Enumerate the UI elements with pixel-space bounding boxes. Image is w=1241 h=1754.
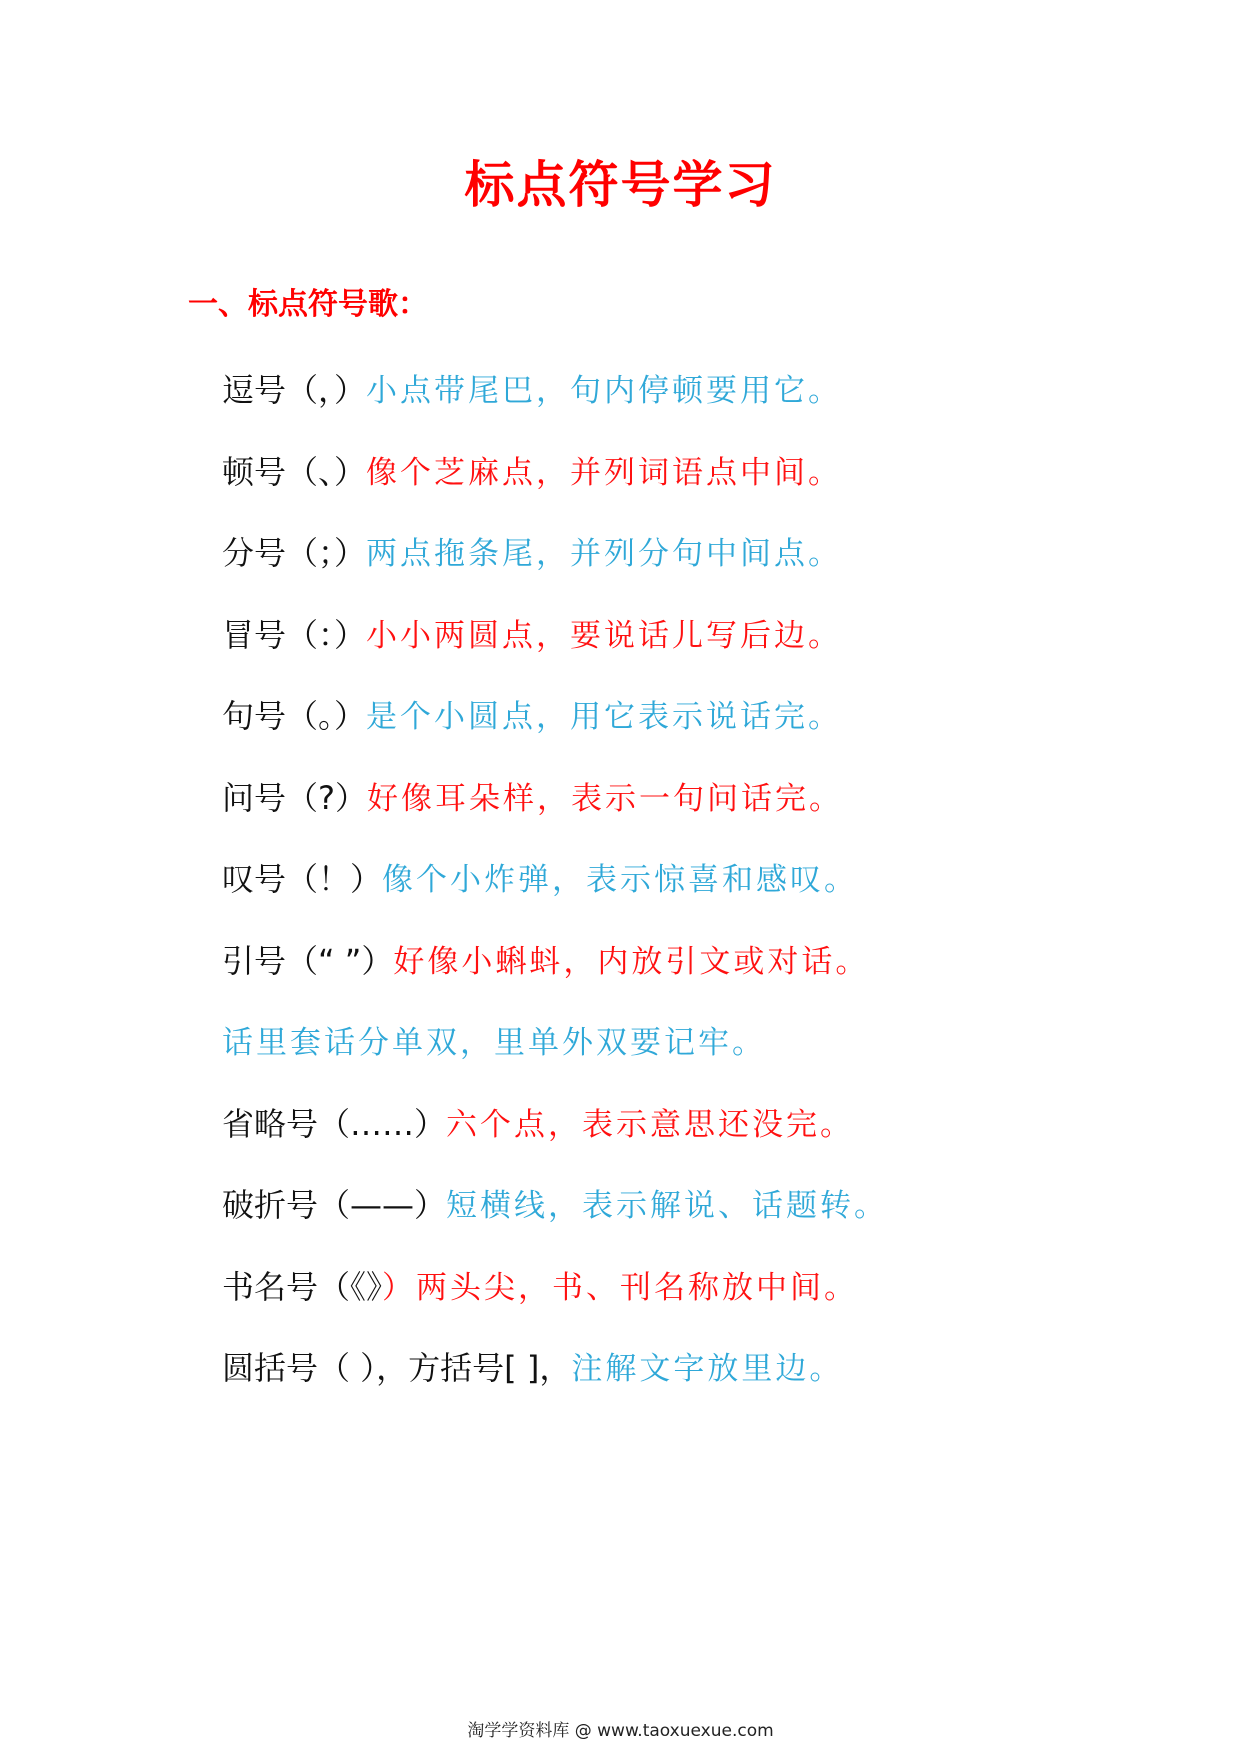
punctuation-rhyme: ）两头尖，书、刊名称放中间。	[382, 1269, 859, 1306]
punctuation-term: 问号（?）	[222, 778, 367, 817]
punctuation-term: 圆括号（ ），方括号[ ]，	[222, 1349, 572, 1387]
song-line-comma	[222, 365, 1222, 447]
punctuation-rhyme: 注解文字放里边。	[571, 1351, 844, 1387]
song-line-period	[222, 691, 1222, 773]
punctuation-term: 引号（“ ”）	[222, 941, 394, 980]
punctuation-term: 书名号（《》	[222, 1267, 383, 1306]
song-line-exclamation-mark	[222, 854, 1222, 936]
punctuation-rhyme: 两点拖条尾，并列分句中间点。	[366, 536, 843, 572]
song-line-semicolon	[222, 528, 1222, 610]
punctuation-term: 冒号（：）	[222, 615, 367, 654]
punctuation-rhyme: 小小两圆点，要说话儿写后边。	[366, 617, 843, 654]
song-line-question-mark	[222, 773, 1222, 855]
page-title: 标点符号学习	[464, 156, 777, 214]
footer-watermark: 淘学学资料库 @ www.taoxuexue.com	[467, 1721, 774, 1741]
punctuation-term: 逗号（，）	[222, 371, 367, 409]
song-line-enumeration-comma	[222, 447, 1222, 529]
song-line-title-marks	[222, 1262, 1222, 1344]
punctuation-rhyme: 是个小圆点，用它表示说话完。	[366, 699, 843, 735]
punctuation-rhyme: 短横线，表示解说、话题转。	[446, 1188, 889, 1224]
punctuation-song	[222, 365, 1222, 1425]
punctuation-term: 分号（；）	[222, 534, 367, 572]
punctuation-term: 句号（。）	[222, 697, 367, 735]
punctuation-term: 顿号（、）	[222, 452, 367, 491]
song-line-dash	[222, 1180, 1222, 1262]
section-heading: 一、标点符号歌：	[188, 287, 428, 322]
song-line-quotation-continued	[222, 1017, 1222, 1099]
punctuation-rhyme: 好像小蝌蚪，内放引文或对话。	[393, 943, 870, 980]
punctuation-rhyme: 好像耳朵样，表示一句问话完。	[367, 780, 843, 817]
song-line-ellipsis	[222, 1099, 1222, 1181]
punctuation-rhyme: 六个点，表示意思还没完。	[446, 1106, 855, 1143]
punctuation-rhyme: 小点带尾巴，句内停顿要用它。	[366, 373, 843, 409]
punctuation-rhyme: 像个芝麻点，并列词语点中间。	[366, 454, 843, 491]
punctuation-rhyme: 像个小炸弹，表示惊喜和感叹。	[382, 862, 859, 898]
punctuation-term: 叹号（！）	[222, 860, 383, 898]
punctuation-term: 破折号（——）	[222, 1186, 447, 1224]
song-line-brackets	[222, 1343, 1222, 1425]
song-line-colon	[222, 610, 1222, 692]
song-line-quotation-marks	[222, 936, 1222, 1018]
punctuation-term: 省略号（……）	[222, 1104, 447, 1143]
punctuation-rhyme: 话里套话分单双，里单外双要记牢。	[222, 1025, 766, 1061]
